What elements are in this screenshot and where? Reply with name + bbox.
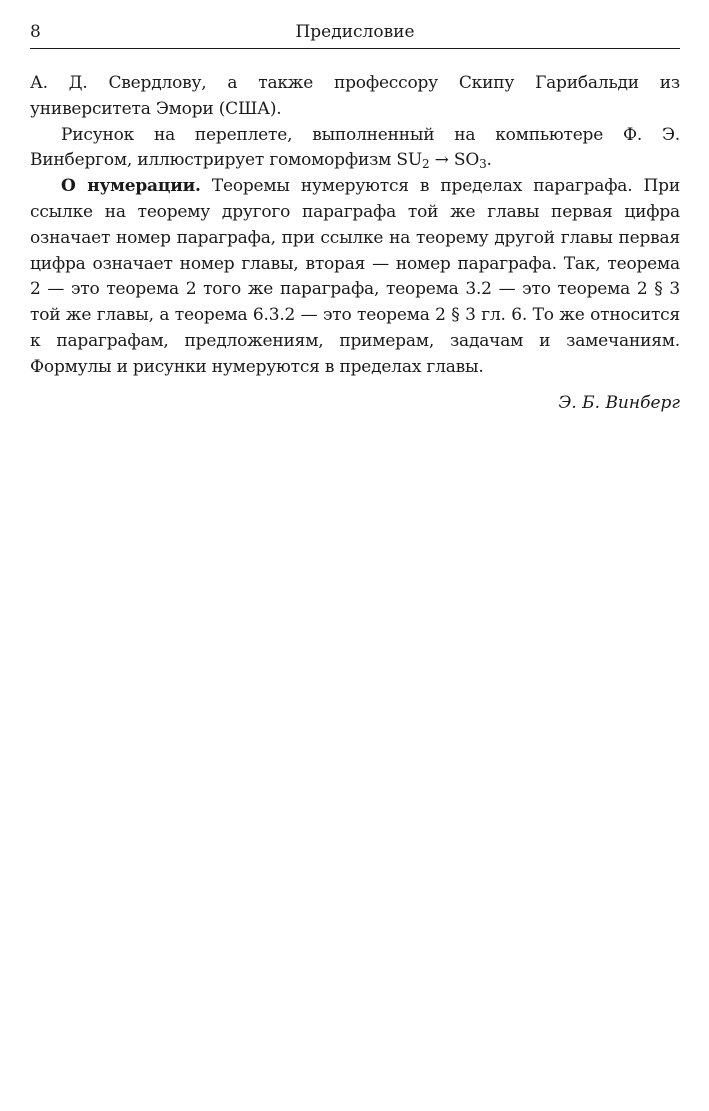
- running-head: [30, 0, 680, 49]
- numbering-heading: О нумерации.: [61, 176, 201, 197]
- body-text: [30, 71, 680, 381]
- arrow-so-text: → SO: [429, 150, 480, 171]
- paragraph-acknowledgement: А. Д. Свердлову, а также профессору Скипу Гарибальди из университета Эмори (США).: [30, 73, 680, 119]
- author-signature: Э. Б. Винберг: [558, 392, 680, 413]
- paragraph-cover-picture: [30, 123, 680, 175]
- subscript-so: 3: [479, 157, 487, 172]
- subscript-su: 2: [421, 157, 430, 172]
- numbering-text: Теоремы нумеруются в пределах параграфа. При ссылке на теорему другого параграфа той же главы первая цифра означает номер параграфа, при ссылке на теорему другой главы первая цифра означает номер главы, вторая — номер параграфа. Так, теорема 2 — это теорема 2 того же параграфа, теорема 3.2 — это теорема 2 § 3 той же главы, а теорема 6.3.2 — это теорема 2 § 3 гл. 6. То же относится к параграфам, предложениям, примерам, задачам и замечаниям. Формулы и рисунки нумеруются в пределах главы.: [30, 176, 680, 377]
- running-title: Предисловие: [295, 22, 415, 42]
- page-number: 8: [30, 22, 41, 42]
- cover-picture-end: .: [486, 150, 492, 171]
- cover-picture-text: Рисунок на переплете, выполненный на компьютере Ф. Э. Винбергом, иллюстрирует гомоморфизм SU: [30, 124, 680, 171]
- paragraph-numbering: [30, 174, 680, 380]
- page: [30, 0, 680, 413]
